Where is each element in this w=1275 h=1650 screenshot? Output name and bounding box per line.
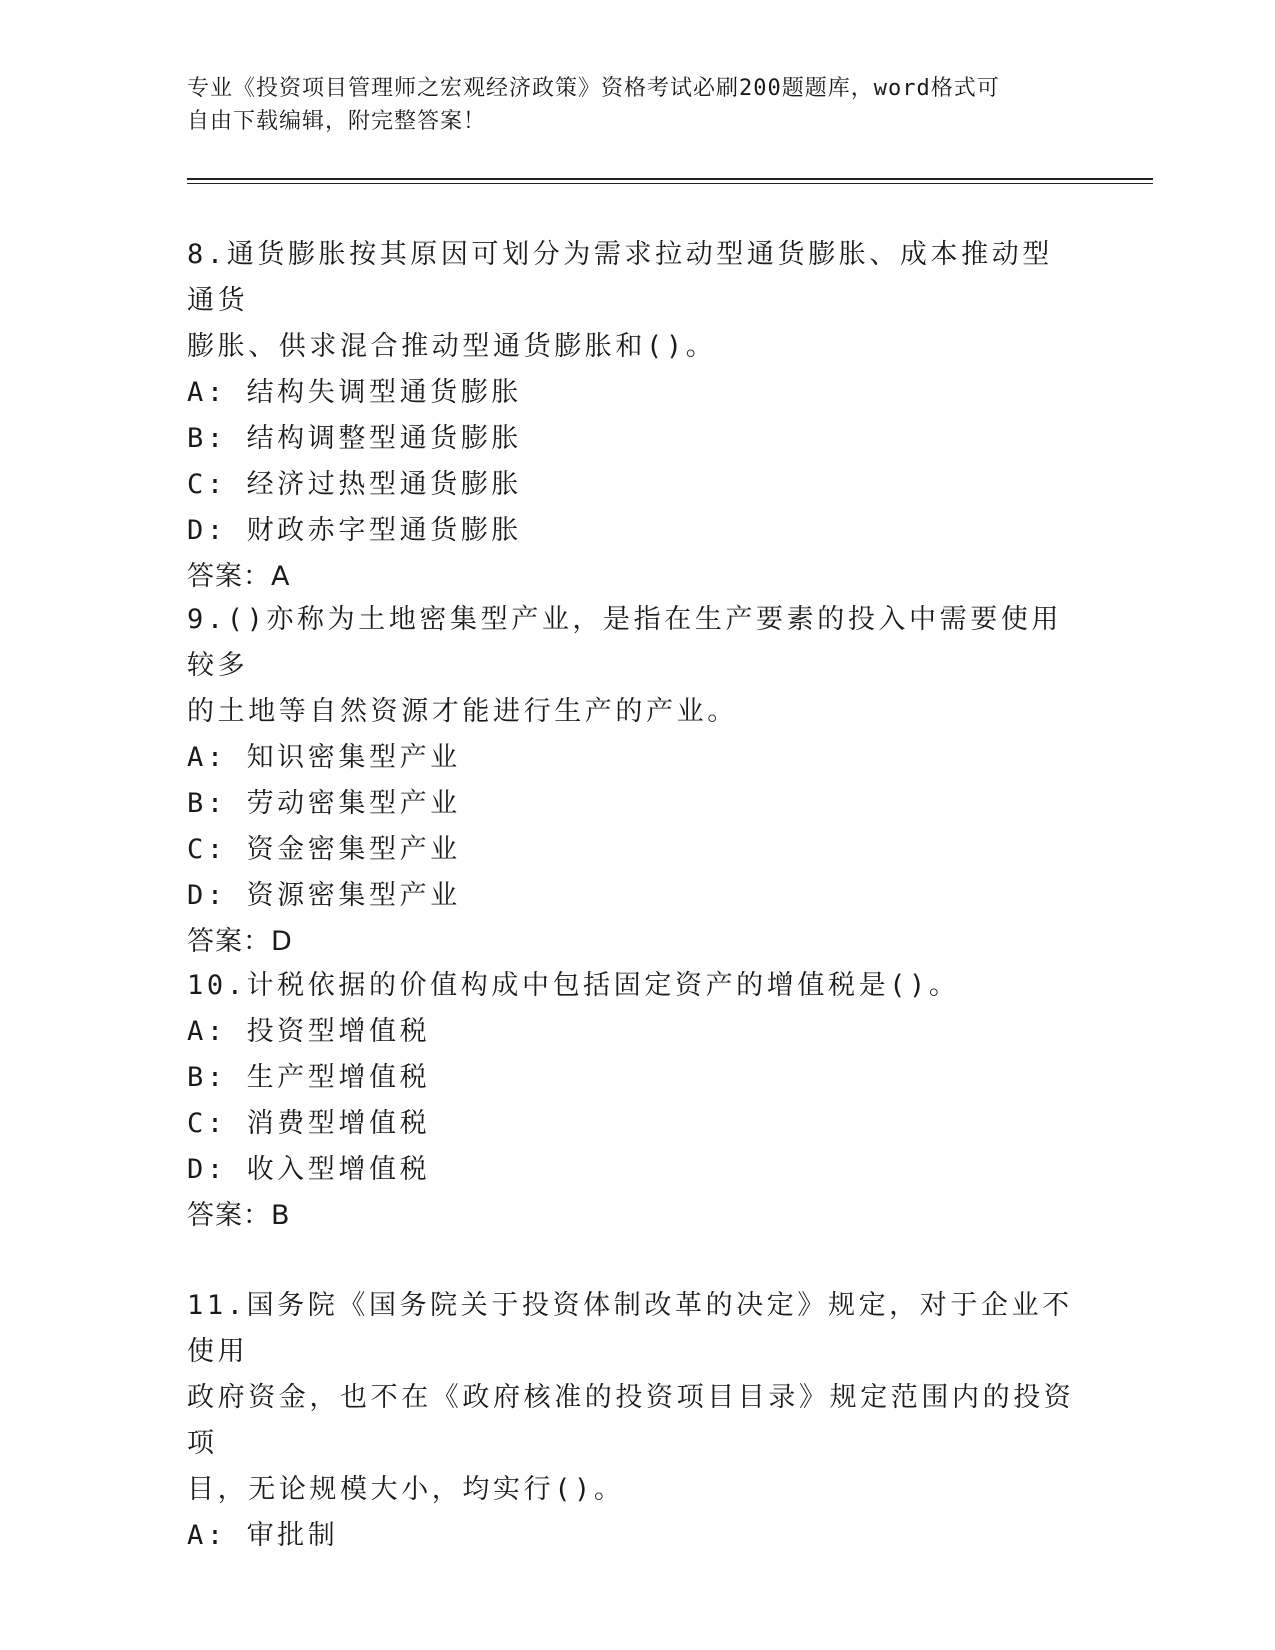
question-stem-line: 10.计税依据的价值构成中包括固定资产的增值税是()。 bbox=[187, 970, 960, 1001]
option-a: A: 结构失调型通货膨胀 bbox=[187, 377, 522, 408]
question-11 bbox=[187, 1283, 1077, 1559]
header-line-2: 自由下载编辑，附完整答案！ bbox=[187, 109, 487, 134]
question-stem-line: 膨胀、供求混合推动型通货膨胀和()。 bbox=[187, 331, 717, 362]
question-stem-line: 11.国务院《国务院关于投资体制改革的决定》规定，对于企业不使用 bbox=[187, 1290, 1073, 1367]
option-d: D: 收入型增值税 bbox=[187, 1154, 431, 1185]
option-b: B: 劳动密集型产业 bbox=[187, 788, 461, 819]
document-header bbox=[187, 72, 1067, 138]
question-9 bbox=[187, 597, 1077, 965]
header-line-1: 专业《投资项目管理师之宏观经济政策》资格考试必刷200题题库，word格式可 bbox=[187, 76, 1000, 101]
option-d: D: 资源密集型产业 bbox=[187, 880, 461, 911]
question-stem-line: 目，无论规模大小，均实行()。 bbox=[187, 1474, 625, 1505]
option-b: B: 结构调整型通货膨胀 bbox=[187, 423, 522, 454]
option-a: A: 知识密集型产业 bbox=[187, 742, 461, 773]
option-b: B: 生产型增值税 bbox=[187, 1062, 431, 1093]
answer: 答案：A bbox=[187, 561, 291, 592]
question-stem-line: 的土地等自然资源才能进行生产的产业。 bbox=[187, 696, 738, 727]
header-rule-thin bbox=[187, 183, 1153, 184]
option-a: A: 审批制 bbox=[187, 1520, 339, 1551]
option-c: C: 经济过热型通货膨胀 bbox=[187, 469, 522, 500]
header-rule-thick bbox=[187, 178, 1153, 180]
option-d: D: 财政赤字型通货膨胀 bbox=[187, 515, 522, 546]
option-c: C: 消费型增值税 bbox=[187, 1108, 431, 1139]
option-c: C: 资金密集型产业 bbox=[187, 834, 461, 865]
question-stem-line: 8.通货膨胀按其原因可划分为需求拉动型通货膨胀、成本推动型通货 bbox=[187, 239, 1053, 316]
question-stem-line: 9.()亦称为土地密集型产业，是指在生产要素的投入中需要使用较多 bbox=[187, 604, 1063, 681]
question-10 bbox=[187, 963, 1077, 1239]
answer: 答案：B bbox=[187, 1200, 291, 1231]
question-stem-line: 政府资金，也不在《政府核准的投资项目目录》规定范围内的投资项 bbox=[187, 1382, 1075, 1459]
option-a: A: 投资型增值税 bbox=[187, 1016, 431, 1047]
answer: 答案：D bbox=[187, 926, 293, 957]
question-8 bbox=[187, 232, 1077, 600]
